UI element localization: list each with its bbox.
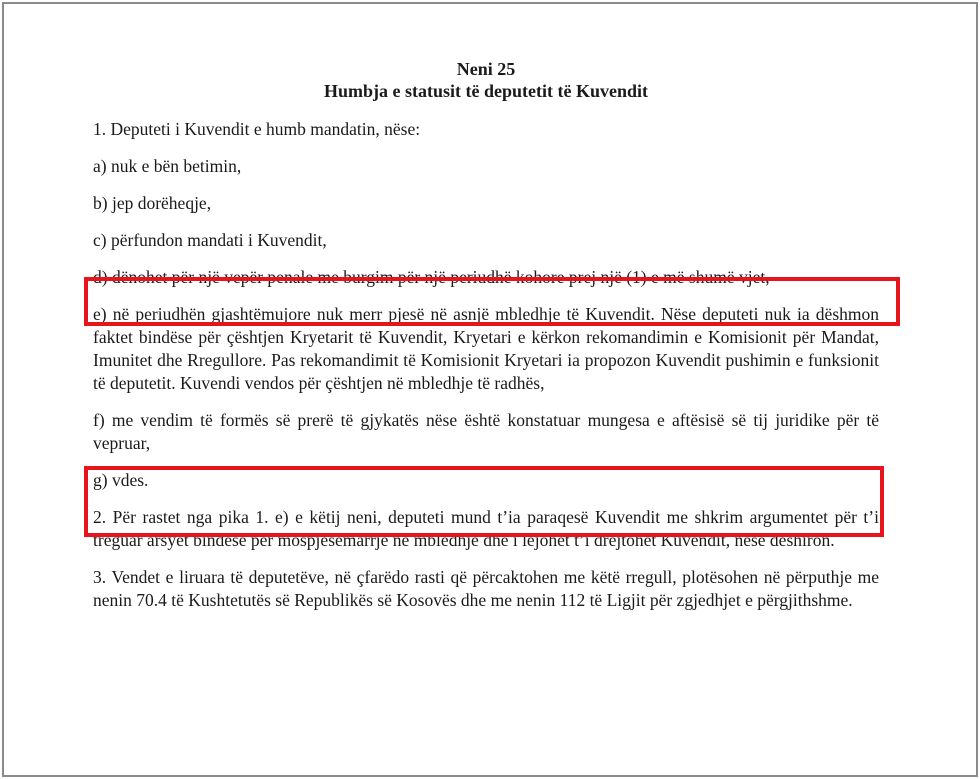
item-a: a) nuk e bën betimin, <box>93 156 242 176</box>
item-b: b) jep dorëheqje, <box>93 193 212 213</box>
item-e: e) në periudhën gjashtëmujore nuk merr pjesë në asnjë mbledhje të Kuvendit. Nëse deputeti nuk ia dëshmon faktet bindëse për çështjen Kryetarit të Kuvendit, Kryetari e kërkon rekomandimin e Komisionit për Mandat, Imunitet dhe Rregullore. Pas rekomandimit të Komisionit Kryetari ia propozon Kuvendit pushimin e funksionit të deputetit. Kuvendi vendos për çështjen në mbledhje të radhës, <box>93 304 879 393</box>
highlight-box-item-f <box>84 466 884 537</box>
item-f: f) me vendim të formës së prerë të gjykatës nëse është konstatuar mungesa e aftësisë së tij juridike për të vepruar, <box>93 410 879 453</box>
item-d: d) dënohet për një vepër penale me burgim për një periudhë kohore prej një (1) e më shumë vjet, <box>93 267 770 287</box>
paragraph-3: 3. Vendet e liruara të deputetëve, në çfarëdo rasti që përcaktohen me këtë rregull, plotësohen në përputhje me nenin 70.4 të Kushtetutës së Republikës së Kosovës dhe me nenin 112 të Ligjit për zgjedhjet e përgjithshme. <box>93 567 879 610</box>
article-title: Humbja e statusit të deputetit të Kuvendit <box>324 81 648 101</box>
item-g: g) vdes. <box>93 470 149 490</box>
highlight-box-item-d <box>84 277 900 326</box>
article-number: Neni 25 <box>456 59 516 79</box>
item-c: c) përfundon mandati i Kuvendit, <box>93 230 327 250</box>
paragraph-1: 1. Deputeti i Kuvendit e humb mandatin, nëse: <box>93 119 421 139</box>
paragraph-2: 2. Për rastet nga pika 1. e) e këtij neni, deputeti mund t’ia paraqesë Kuvendit me shkrim argumentet për t’i treguar arsyet bindëse për mospjesëmarrje në mbledhje dhe i lejohet t’i drejtohet Kuvendit, nëse dëshiron. <box>93 507 879 550</box>
